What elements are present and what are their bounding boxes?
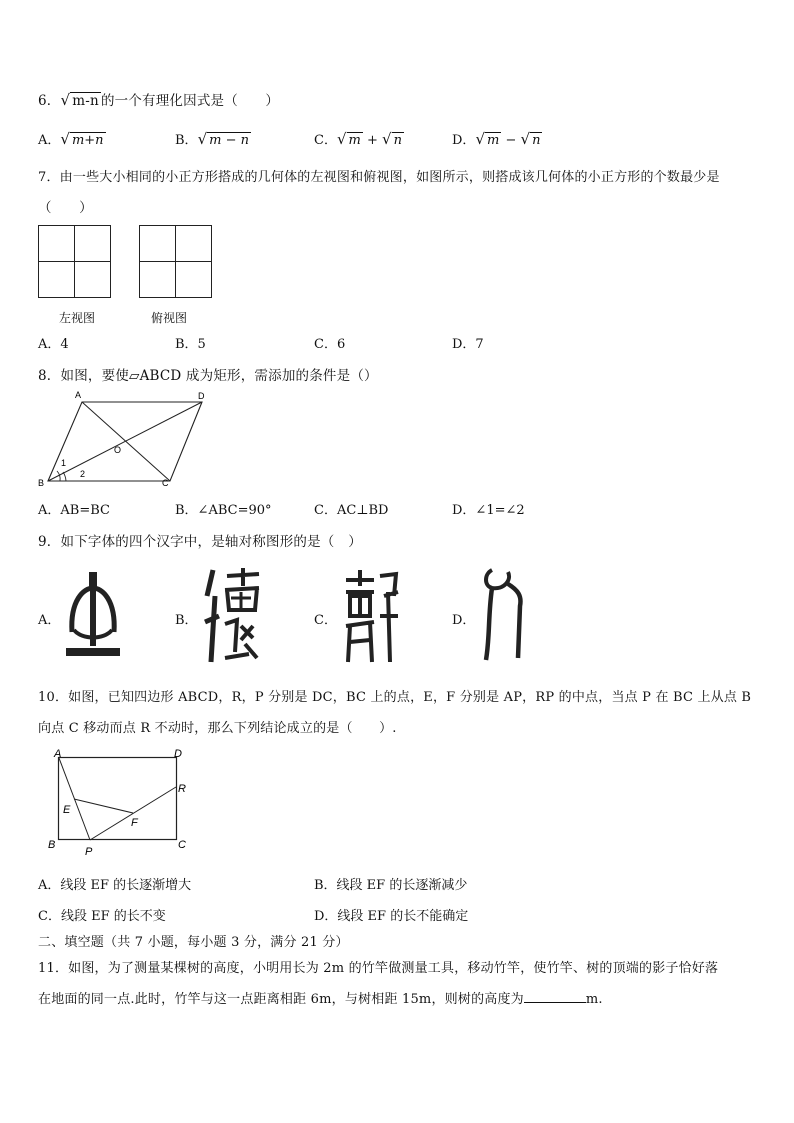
option-radicand: m xyxy=(487,133,500,148)
option-radicand: m xyxy=(348,133,361,148)
angle-label-1: 1 xyxy=(61,458,67,468)
q11-stem-line2 xyxy=(38,988,603,1007)
q7-option-b[interactable]: B．5 xyxy=(175,337,206,352)
option-operator: + xyxy=(366,133,378,148)
seal-glyph-b-icon xyxy=(201,566,263,666)
seal-glyph-a-icon xyxy=(62,570,124,662)
vertex-label-b: B xyxy=(38,478,45,488)
q6-option-a[interactable]: A．√ m+n xyxy=(38,130,104,148)
q10-option-d[interactable]: D．线段 EF 的长不能确定 xyxy=(314,909,469,924)
top-view-caption: 俯视图 xyxy=(151,311,188,325)
q7-stem-line2: （ ） xyxy=(38,200,93,216)
q8-option-c[interactable]: C．AC⊥BD xyxy=(314,503,389,518)
seal-glyph-c-icon xyxy=(340,566,400,666)
vertex-label-b: B xyxy=(48,839,56,851)
q8-option-a[interactable]: A．AB=BC xyxy=(38,503,110,518)
q9-option-b-letter[interactable]: B． xyxy=(175,613,198,628)
q10-option-b[interactable]: B．线段 EF 的长逐渐减少 xyxy=(314,878,468,893)
q8-parallelogram-figure xyxy=(30,388,215,488)
point-label-r: R xyxy=(178,783,186,795)
option-operator: − xyxy=(505,133,517,148)
option-letter: C． xyxy=(314,133,337,148)
q11-text-before-blank: 在地面的同一点.此时，竹竿与这一点距离相距 6m，与树相距 15m，则树的高度为 xyxy=(38,992,524,1007)
q10-stem-line2: 向点 C 移动而点 R 不动时，那么下列结论成立的是（ ）. xyxy=(38,721,397,736)
q7-option-c[interactable]: C．6 xyxy=(314,337,346,352)
q9-option-a-letter[interactable]: A． xyxy=(38,613,61,628)
q8-stem: 8．如图，要使▱ABCD 成为矩形，需添加的条件是（） xyxy=(38,368,378,384)
vertex-label-c: C xyxy=(162,478,169,488)
point-label-f: F xyxy=(131,817,138,829)
option-letter: D． xyxy=(452,133,476,148)
seal-glyph-d-icon xyxy=(478,566,530,666)
q11-answer-blank[interactable] xyxy=(524,992,586,1003)
q9-option-d-letter[interactable]: D． xyxy=(452,613,476,628)
q6-stem xyxy=(38,89,279,109)
q7-stem-line1: 7．由一些大小相同的小正方形搭成的几何体的左视图和俯视图，如图所示，则搭成该几何体的小正方形的个数最少是 xyxy=(38,170,720,185)
q8-option-d[interactable]: D．∠1=∠2 xyxy=(452,503,525,518)
option-letter: B． xyxy=(175,133,198,148)
vertex-label-d: D xyxy=(174,748,182,760)
q7-option-a[interactable]: A．4 xyxy=(38,337,69,352)
option-radicand: n xyxy=(393,133,402,148)
center-label-o: O xyxy=(114,445,122,455)
q7-left-view xyxy=(38,225,112,299)
q6-radicand: m-n xyxy=(72,93,99,109)
option-letter: A． xyxy=(38,133,61,148)
q6-text: 的一个有理化因式是（ ） xyxy=(100,93,280,109)
vertex-label-a: A xyxy=(54,748,62,760)
vertex-label-c: C xyxy=(178,839,186,851)
section-title-fill-in: 二、填空题（共 7 小题，每小题 3 分，满分 21 分） xyxy=(38,935,349,950)
vertex-label-a: A xyxy=(75,390,82,400)
q6-option-b[interactable]: B．√ m − n xyxy=(175,130,249,148)
q8-option-b[interactable]: B．∠ABC=90° xyxy=(175,503,272,518)
q10-stem-line1: 10．如图，已知四边形 ABCD，R，P 分别是 DC，BC 上的点，E，F 分别是 AP，RP 的中点，当点 P 在 BC 上从点 B xyxy=(38,690,752,705)
q10-option-c[interactable]: C．线段 EF 的长不变 xyxy=(38,909,166,924)
point-label-e: E xyxy=(63,804,71,816)
q9-option-c-letter[interactable]: C． xyxy=(314,613,337,628)
q6-option-c[interactable]: C．√ m + √ n xyxy=(314,130,402,148)
option-radicand: m − n xyxy=(209,133,249,148)
point-label-p: P xyxy=(85,846,93,858)
vertex-label-d: D xyxy=(198,391,205,401)
q6-radical: √ m-n xyxy=(60,91,99,109)
q9-stem: 9．如下字体的四个汉字中，是轴对称图形的是（ ） xyxy=(38,534,362,550)
q6-number: 6． xyxy=(38,93,61,109)
angle-label-2: 2 xyxy=(80,469,86,479)
option-radicand: m+n xyxy=(71,133,104,148)
q10-rectangle-figure xyxy=(44,745,194,860)
q11-stem-line1: 11．如图，为了测量某棵树的高度，小明用长为 2m 的竹竿做测量工具，移动竹竿，使竹竿、树的顶端的影子恰好落 xyxy=(38,961,719,976)
q7-option-d[interactable]: D．7 xyxy=(452,337,484,352)
q10-option-a[interactable]: A．线段 EF 的长逐渐增大 xyxy=(38,878,192,893)
q11-unit: m. xyxy=(585,992,603,1007)
left-view-caption: 左视图 xyxy=(59,311,96,325)
option-radicand: n xyxy=(532,133,541,148)
q6-option-d[interactable]: D．√ m − √ n xyxy=(452,130,541,148)
q7-top-view xyxy=(139,225,213,299)
